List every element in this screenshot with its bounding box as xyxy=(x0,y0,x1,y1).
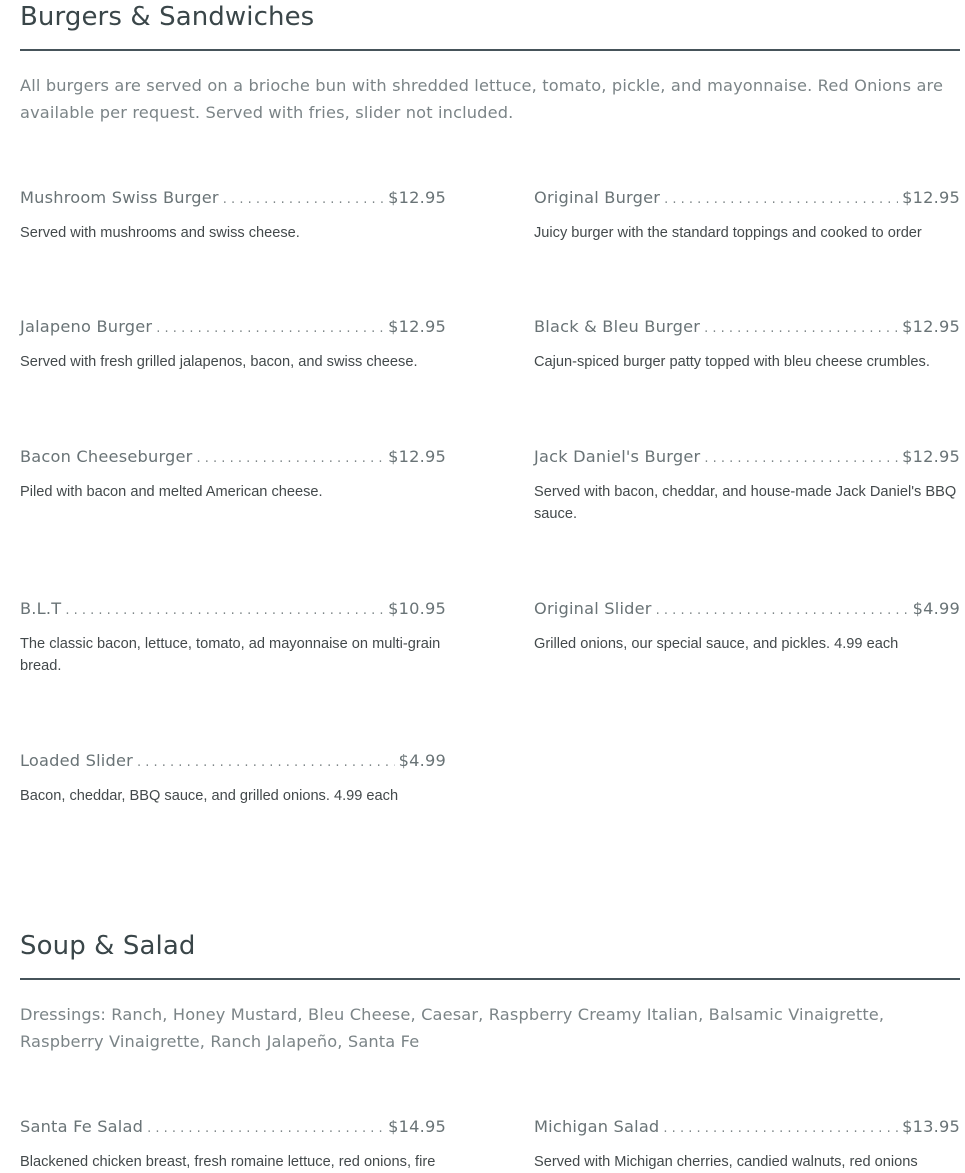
dot-leader xyxy=(656,599,909,618)
item-name: Black & Bleu Burger xyxy=(534,317,701,336)
menu-item-blt xyxy=(20,599,446,677)
item-name: B.L.T xyxy=(20,599,62,618)
menu-item-mushroom-swiss-burger xyxy=(20,188,446,244)
item-price: $12.95 xyxy=(388,447,446,466)
item-price: $12.95 xyxy=(902,317,960,336)
item-name: Mushroom Swiss Burger xyxy=(20,188,219,207)
section-intro: Dressings: Ranch, Honey Mustard, Bleu Cheese, Caesar, Raspberry Creamy Italian, Balsamic Vinaigrette, Raspberry Vinaigrette, Ranch Jalapeño, Santa Fe xyxy=(20,1005,885,1051)
item-price: $12.95 xyxy=(902,447,960,466)
item-name: Jack Daniel's Burger xyxy=(534,447,701,466)
section-divider xyxy=(20,49,960,51)
item-description: Served with bacon, cheddar, and house-made Jack Daniel's BBQ sauce. xyxy=(534,484,957,522)
dot-leader xyxy=(704,447,898,466)
menu-item-jack-daniels-burger xyxy=(534,447,960,525)
soup-salad-section xyxy=(20,929,960,1170)
item-description: Blackened chicken breast, fresh romaine lettuce, red onions, fire xyxy=(20,1154,436,1170)
section-divider xyxy=(20,978,960,980)
burgers-section xyxy=(20,0,960,840)
menu-item-michigan-salad xyxy=(534,1117,960,1173)
item-name: Santa Fe Salad xyxy=(20,1117,144,1136)
menu-item-original-slider xyxy=(534,599,960,655)
dot-leader xyxy=(664,188,898,207)
item-price: $10.95 xyxy=(388,599,446,618)
item-price: $4.99 xyxy=(398,751,446,770)
item-description: Served with fresh grilled jalapenos, bacon, and swiss cheese. xyxy=(20,354,418,370)
item-name: Jalapeno Burger xyxy=(20,317,153,336)
dot-leader xyxy=(147,1117,384,1136)
menu-item-black-bleu-burger xyxy=(534,317,960,373)
dot-leader xyxy=(223,188,384,207)
dot-leader xyxy=(663,1117,898,1136)
item-name: Original Burger xyxy=(534,188,661,207)
section-title: Burgers & Sandwiches xyxy=(20,2,315,32)
dot-leader xyxy=(156,317,384,336)
item-name: Bacon Cheeseburger xyxy=(20,447,193,466)
menu-item-loaded-slider xyxy=(20,751,446,807)
menu-item-original-burger xyxy=(534,188,960,244)
item-description: Piled with bacon and melted American cheese. xyxy=(20,484,323,500)
item-description: Juicy burger with the standard toppings and cooked to order xyxy=(534,225,922,241)
item-description: The classic bacon, lettuce, tomato, ad mayonnaise on multi-grain bread. xyxy=(20,636,441,674)
item-description: Grilled onions, our special sauce, and pickles. 4.99 each xyxy=(534,636,899,652)
dot-leader xyxy=(137,751,395,770)
menu-item-bacon-cheeseburger xyxy=(20,447,446,503)
item-price: $12.95 xyxy=(902,188,960,207)
section-title: Soup & Salad xyxy=(20,931,196,961)
item-price: $13.95 xyxy=(902,1117,960,1136)
item-description: Cajun-spiced burger patty topped with bleu cheese crumbles. xyxy=(534,354,930,370)
section-intro: All burgers are served on a brioche bun with shredded lettuce, tomato, pickle, and mayonnaise. Red Onions are available per request. Served with fries, slider not included. xyxy=(20,76,944,122)
menu-item-santa-fe-salad xyxy=(20,1117,446,1173)
item-price: $12.95 xyxy=(388,188,446,207)
item-price: $14.95 xyxy=(388,1117,446,1136)
dot-leader xyxy=(197,447,385,466)
item-name: Original Slider xyxy=(534,599,652,618)
item-price: $4.99 xyxy=(912,599,960,618)
menu-item-jalapeno-burger xyxy=(20,317,446,373)
item-name: Michigan Salad xyxy=(534,1117,660,1136)
item-description: Served with mushrooms and swiss cheese. xyxy=(20,225,300,241)
item-price: $12.95 xyxy=(388,317,446,336)
item-name: Loaded Slider xyxy=(20,751,133,770)
item-description: Bacon, cheddar, BBQ sauce, and grilled onions. 4.99 each xyxy=(20,788,399,804)
item-description: Served with Michigan cherries, candied walnuts, red onions xyxy=(534,1154,918,1170)
dot-leader xyxy=(65,599,384,618)
dot-leader xyxy=(704,317,898,336)
